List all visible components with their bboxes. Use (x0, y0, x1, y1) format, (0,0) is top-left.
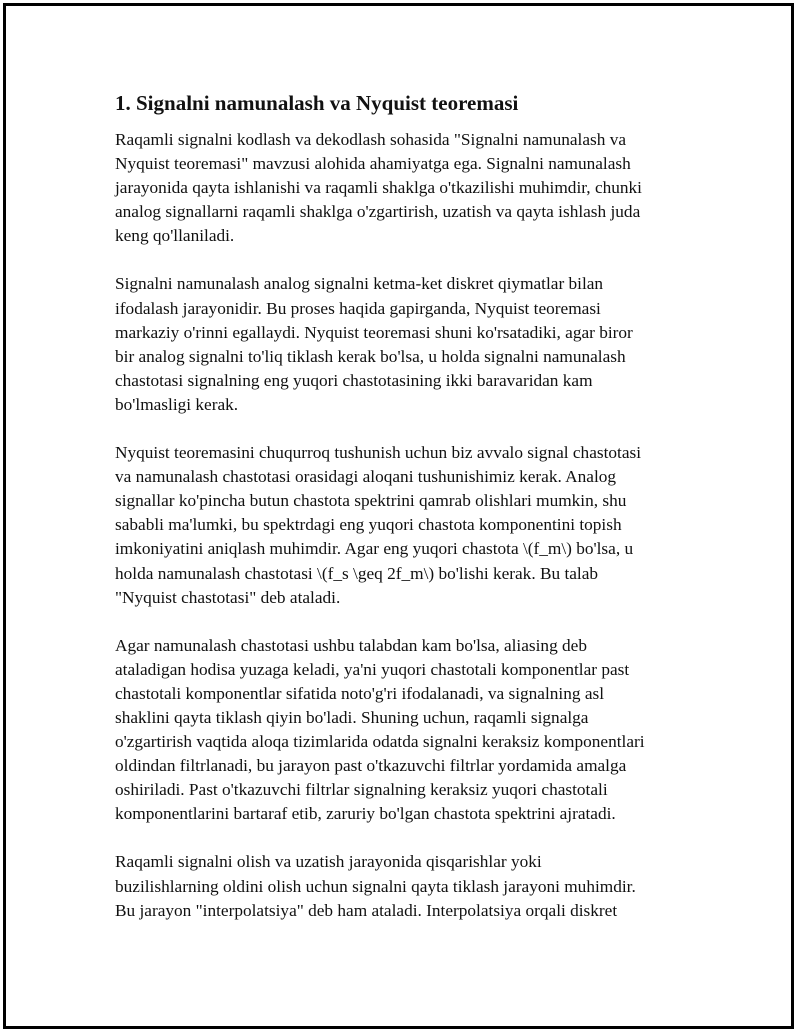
text-line: Nyquist teoremasini chuqurroq tushunish uchun biz avvalo signal chastotasi (115, 443, 642, 463)
text-line: Signalni namunalash analog signalni ketma-ket diskret qiymatlar bilan (115, 274, 604, 294)
text-line: oshiriladi. Past o'tkazuvchi filtrlar signalning keraksiz yuqori chastotali (115, 780, 608, 800)
paragraph-3 (115, 441, 700, 610)
text-line: Nyquist teoremasi" mavzusi alohida ahamiyatga ega. Signalni namunalash (115, 154, 631, 174)
text-line: chastotasi signalning eng yuqori chastotasining ikki baravaridan kam (115, 370, 593, 390)
text-line: markaziy o'rinni egallaydi. Nyquist teoremasi shuni ko'rsatadiki, agar biror (115, 322, 633, 342)
text-line: "Nyquist chastotasi" deb ataladi. (115, 587, 341, 607)
text-line: Raqamli signalni olish va uzatish jarayonida qisqarishlar yoki (115, 852, 542, 872)
text-line: buzilishlarning oldini olish uchun signalni qayta tiklash jarayoni muhimdir. (115, 876, 636, 896)
paragraph-1 (115, 128, 700, 248)
text-line: komponentlarini bartaraf etib, zaruriy bo'lgan chastota spektrini ajratadi. (115, 804, 616, 824)
text-line: oldindan filtrlanadi, bu jarayon past o'tkazuvchi filtrlar yordamida amalga (115, 756, 627, 776)
text-line: o'zgartirish vaqtida aloqa tizimlarida odatda signalni keraksiz komponentlari (115, 732, 645, 752)
text-line: analog signallarni raqamli shaklga o'zgartirish, uzatish va qayta ishlash juda (115, 202, 641, 222)
text-line: sababli ma'lumki, bu spektrdagi eng yuqori chastota komponentini topish (115, 515, 622, 535)
text-line: jarayonida qayta ishlanishi va raqamli shaklga o'tkazilishi muhimdir, chunki (115, 178, 642, 198)
text-line: Raqamli signalni kodlash va dekodlash sohasida "Signalni namunalash va (115, 130, 627, 149)
section-title: 1. Signalni namunalash va Nyquist teoremasi (115, 91, 519, 115)
paragraph-4 (115, 634, 700, 827)
text-line: va namunalash chastotasi orasidagi aloqani tushunishimiz kerak. Analog (115, 467, 617, 487)
text-line: bo'lmasligi kerak. (115, 394, 239, 414)
text-line: signallar ko'pincha butun chastota spektrini qamrab olishlari mumkin, shu (115, 491, 627, 511)
text-line: holda namunalash chastotasi \(f_s \geq 2f_m\) bo'lishi kerak. Bu talab (115, 563, 599, 583)
text-line: ifodalash jarayonidir. Bu proses haqida gapirganda, Nyquist teoremasi (115, 298, 601, 318)
paragraph-5 (115, 850, 700, 922)
text-line: bir analog signalni to'liq tiklash kerak bo'lsa, u holda signalni namunalash (115, 346, 626, 366)
document-body (115, 88, 700, 947)
text-line: chastotali komponentlar sifatida noto'g'ri ifodalanadi, va signalning asl (115, 683, 605, 703)
text-line: imkoniyatini aniqlash muhimdir. Agar eng yuqori chastota \(f_m\) bo'lsa, u (115, 539, 634, 559)
text-line: Agar namunalash chastotasi ushbu talabdan kam bo'lsa, aliasing deb (115, 635, 587, 655)
text-line: shaklini qayta tiklash qiyin bo'ladi. Shuning uchun, raqamli signalga (115, 707, 589, 727)
text-line: keng qo'llaniladi. (115, 226, 235, 246)
text-line: Bu jarayon "interpolatsiya" deb ham ataladi. Interpolatsiya orqali diskret (115, 900, 618, 920)
paragraph-2 (115, 272, 700, 417)
text-line: ataladigan hodisa yuzaga keladi, ya'ni yuqori chastotali komponentlar past (115, 659, 630, 679)
